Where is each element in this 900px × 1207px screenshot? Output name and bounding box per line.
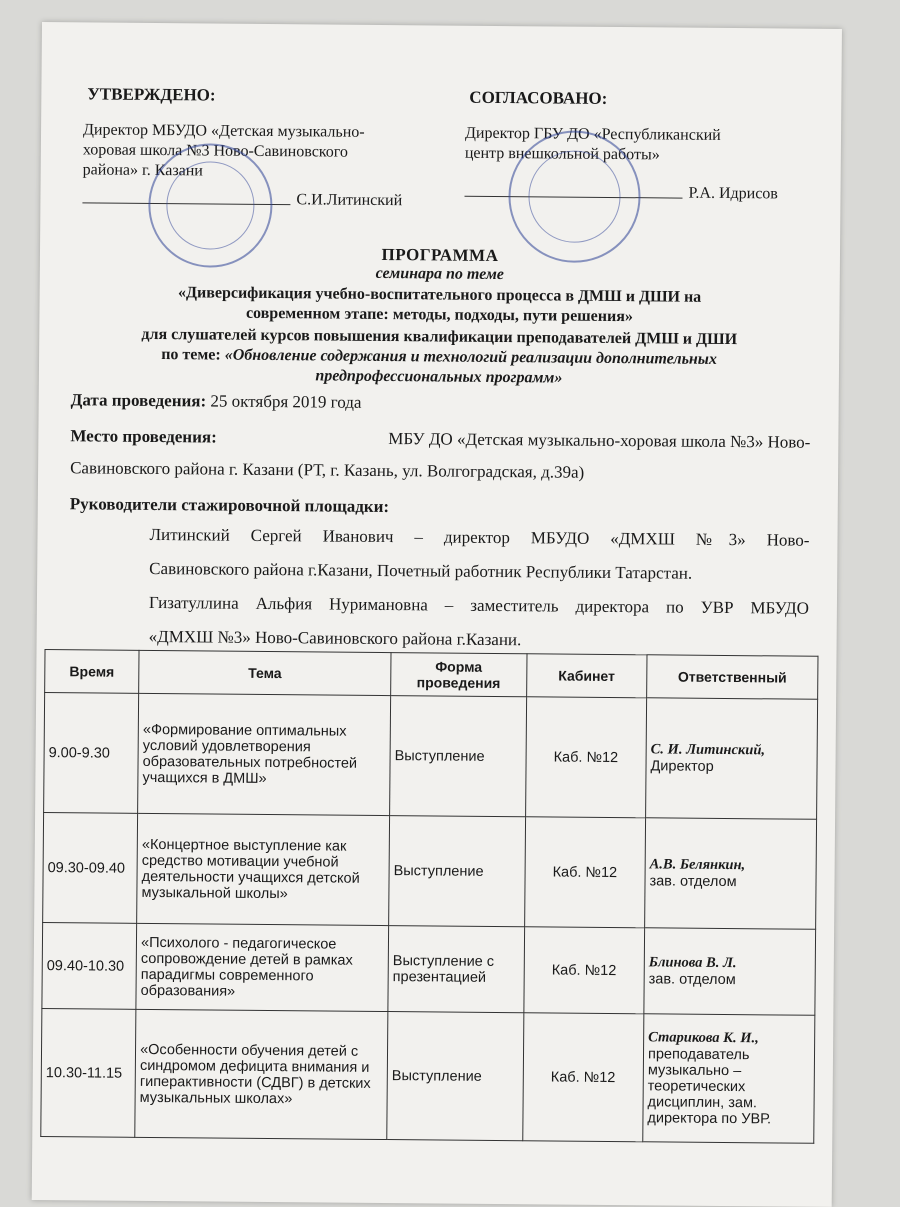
schedule-table: [40, 649, 818, 1144]
row-4-room: Каб. №12: [522, 1013, 644, 1142]
approved-title: УТВЕРЖДЕНО:: [87, 84, 216, 105]
program-audience-prefix: по теме:: [161, 346, 225, 364]
document-page: [32, 22, 842, 1207]
place-label: Место проведения:: [70, 426, 217, 447]
row-3-room: Каб. №12: [523, 927, 644, 1014]
approved-line-1: Директор МБУДО «Детская музыкально-: [82, 121, 365, 141]
leader-2-line-2: «ДМХШ №3» Ново-Савиновского района г.Казани.: [148, 626, 522, 650]
program-title: ПРОГРАММА: [381, 244, 499, 265]
row-1-room: Каб. №12: [525, 697, 646, 818]
date-row: [71, 384, 362, 419]
row-2-responsible: [645, 818, 817, 929]
row-1-resp-role: Директор: [650, 758, 714, 775]
row-4-form: Выступление: [387, 1012, 524, 1141]
row-4-resp-role: преподаватель музыкально – теоретических дисциплин, зам. директора по УВР.: [647, 1046, 772, 1128]
header-form: Форма проведения: [391, 653, 527, 697]
row-2-room: Каб. №12: [524, 817, 645, 928]
row-4-resp-name: Старикова К. И.,: [648, 1029, 759, 1047]
program-audience-line-3: предпрофессиональных программ»: [315, 367, 563, 387]
leader-1-line-2: Савиновского района г.Казани, Почетный работник Республики Татарстан.: [149, 558, 693, 583]
row-3-time: 09.40-10.30: [42, 923, 137, 1010]
header-time: Время: [45, 650, 139, 694]
approved-signer: С.И.Литинский: [296, 191, 403, 210]
row-2-resp-role: зав. отделом: [649, 873, 737, 891]
approved-line-3: района» г. Казани: [82, 161, 203, 180]
row-1-resp-name: С. И. Литинский,: [650, 741, 766, 759]
row-1-time: 9.00-9.30: [44, 693, 139, 814]
row-2-time: 09.30-09.40: [43, 813, 138, 924]
place-value-line-2: Савиновского района г. Казани (РТ, г. Казань, ул. Волгоградская, д.39а): [70, 458, 585, 482]
date-label: Дата проведения:: [70, 390, 207, 411]
program-audience-line-1: для слушателей курсов повышения квалификации преподавателей ДМШ и ДШИ: [141, 325, 738, 349]
header-responsible: Ответственный: [647, 655, 818, 699]
row-4-responsible: [643, 1014, 815, 1143]
leader-2-line-1: Гизатуллина Альфия Нуримановна – заместитель директора по УВР МБУДО: [148, 592, 809, 618]
row-4-time: 10.30-11.15: [41, 1009, 136, 1138]
row-4-topic: «Особенности обучения детей с синдромом дефицита внимания и гиперактивности (СДВГ) в детских музыкальных школах»: [135, 1009, 388, 1139]
table-row: [44, 693, 818, 820]
agreed-title: СОГЛАСОВАНО:: [469, 87, 608, 108]
row-1-topic: «Формирование оптимальных условий удовлетворения образовательных потребностей учащихся в ДМШ»: [138, 693, 391, 815]
row-3-responsible: [644, 928, 816, 1015]
row-1-form: Выступление: [390, 696, 527, 817]
table-header-row: [45, 650, 818, 700]
stamp-seal-right: [508, 130, 641, 263]
program-topic-line-1: «Диверсификация учебно-воспитательного процесса в ДМШ и ДШИ на: [177, 284, 702, 306]
row-2-resp-name: А.В. Белянкин,: [649, 856, 746, 874]
table-row: [41, 1009, 815, 1144]
leaders-label: Руководители стажировочной площадки:: [69, 494, 390, 517]
agreed-line-1: Директор ГБУ ДО «Республиканский: [464, 124, 721, 144]
approved-line-2: хоровая школа №3 Ново-Савиновского: [82, 141, 349, 161]
date-value: 25 октября 2019 года: [210, 391, 362, 412]
agreed-line-2: центр внешкольной работы»: [464, 144, 660, 164]
row-3-form: Выступление с презентацией: [388, 926, 524, 1013]
agreed-signer: Р.А. Идрисов: [688, 184, 778, 203]
program-topic-line-2: современном этапе: методы, подходы, пути решения»: [245, 304, 633, 326]
row-2-topic: «Концертное выступление как средство мотивации учебной деятельности учащихся детской музыкальной школы»: [137, 813, 390, 925]
row-1-responsible: [646, 698, 818, 819]
place-value-line-1: МБУ ДО «Детская музыкально-хоровая школа №3» Ново-: [388, 429, 811, 452]
header-room: Кабинет: [526, 654, 647, 698]
row-3-resp-role: зав. отделом: [648, 971, 736, 989]
row-3-topic: «Психолого - педагогическое сопровождение детей в рамках парадигмы современного образования»: [136, 923, 389, 1011]
table-row: [42, 923, 816, 1016]
table-row: [43, 813, 817, 930]
header-topic: Тема: [139, 650, 391, 695]
program-subtitle: семинара по теме: [375, 264, 504, 284]
program-audience-course: «Обновление содержания и технологий реализации дополнительных: [224, 346, 717, 368]
leader-1-line-1: Литинский Сергей Иванович – директор МБУДО «ДМХШ №3» Ново-: [149, 524, 810, 550]
row-3-resp-name: Блинова В. Л.: [648, 954, 737, 972]
row-2-form: Выступление: [389, 816, 526, 927]
